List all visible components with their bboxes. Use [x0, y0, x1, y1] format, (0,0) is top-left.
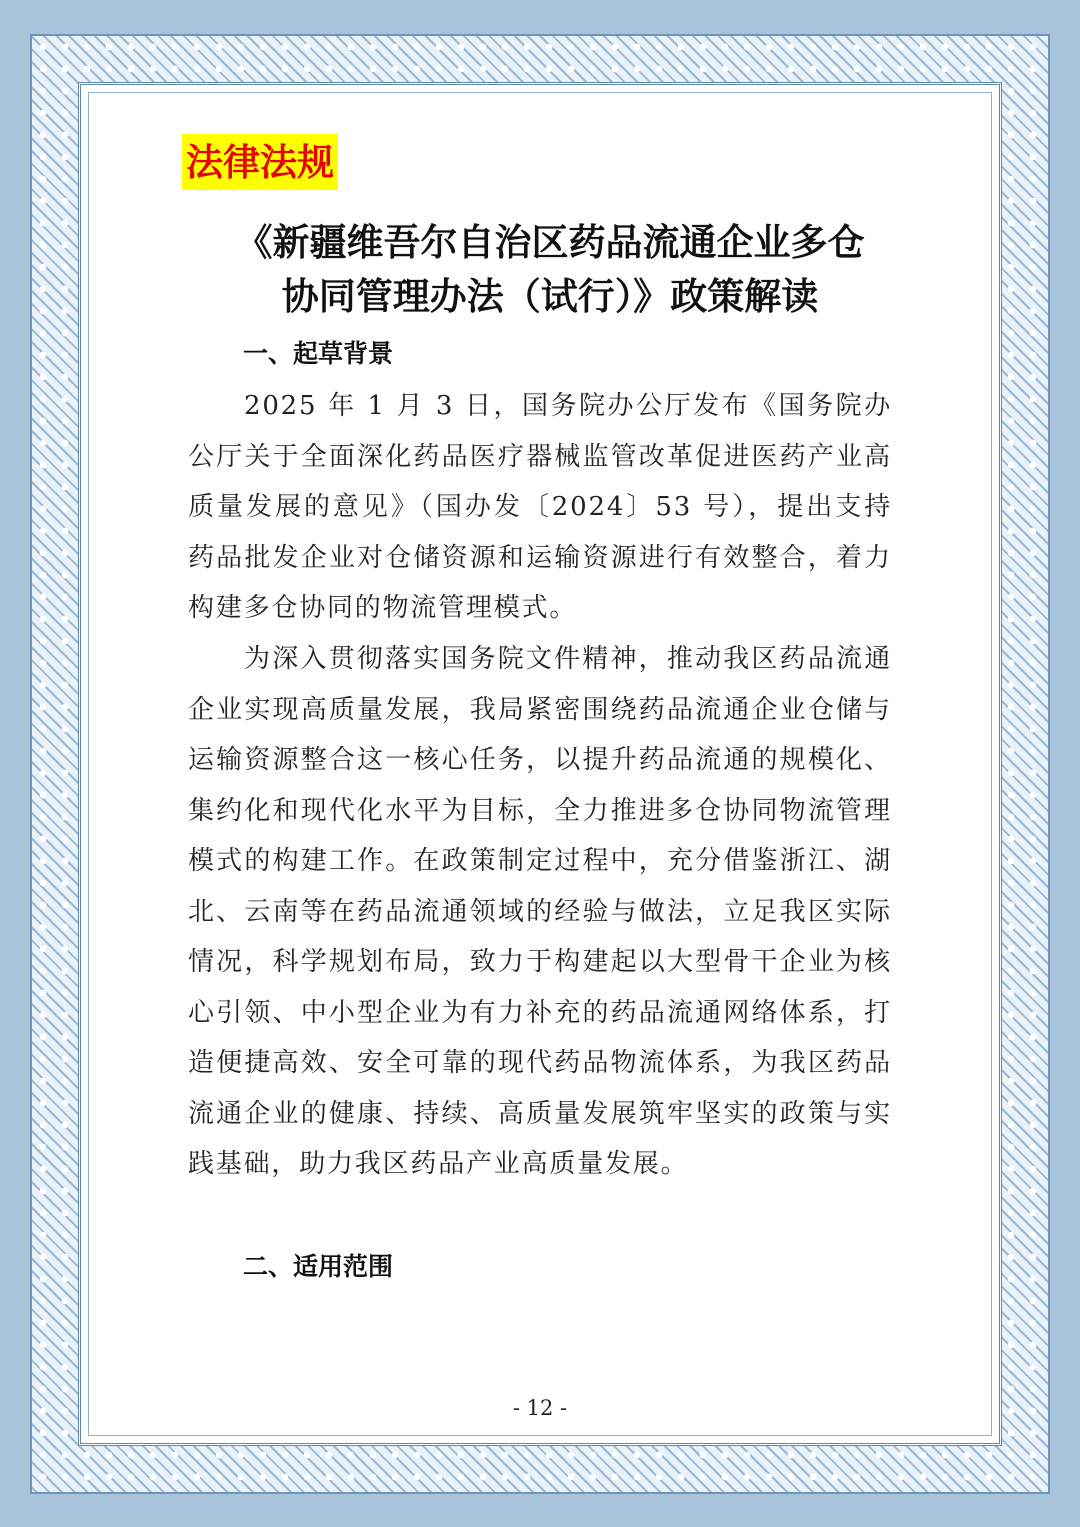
document-title [210, 215, 890, 323]
title-line-1: 《新疆维吾尔自治区药品流通企业多仓 [235, 220, 865, 264]
section-heading-scope: 二、适用范围 [243, 1252, 394, 1281]
category-tag: 法律法规 [182, 134, 338, 190]
title-line-2: 协同管理办法（试行）》政策解读 [281, 274, 819, 318]
paragraph-background-2: 为深入贯彻落实国务院文件精神，推动我区药品流通企业实现高质量发展，我局紧密围绕药品流通企业仓储与运输资源整合这一核心任务，以提升药品流通的规模化、集约化和现代化水平为目标，全力推进多仓协同物流管理模式的构建工作。在政策制定过程中，充分借鉴浙江、湖北、云南等在药品流通领域的经验与做法，立足我区实际情况，科学规划布局，致力于构建起以大型骨干企业为核心引领、中小型企业为有力补充的药品流通网络体系，打造便捷高效、安全可靠的现代药品物流体系，为我区药品流通企业的健康、持续、高质量发展筑牢坚实的政策与实践基础，助力我区药品产业高质量发展。 [188, 644, 892, 1179]
paragraph-background-1: 2025 年 1 月 3 日，国务院办公厅发布《国务院办公厅关于全面深化药品医疗器械监管改革促进医药产业高质量发展的意见》（国办发〔2024〕53 号），提出支持药品批发企业对仓储资源和运输资源进行有效整合，着力构建多仓协同的物流管理模式。 [188, 391, 892, 623]
section-heading-background: 一、起草背景 [243, 339, 394, 368]
page-number: - 12 - [512, 1396, 568, 1420]
